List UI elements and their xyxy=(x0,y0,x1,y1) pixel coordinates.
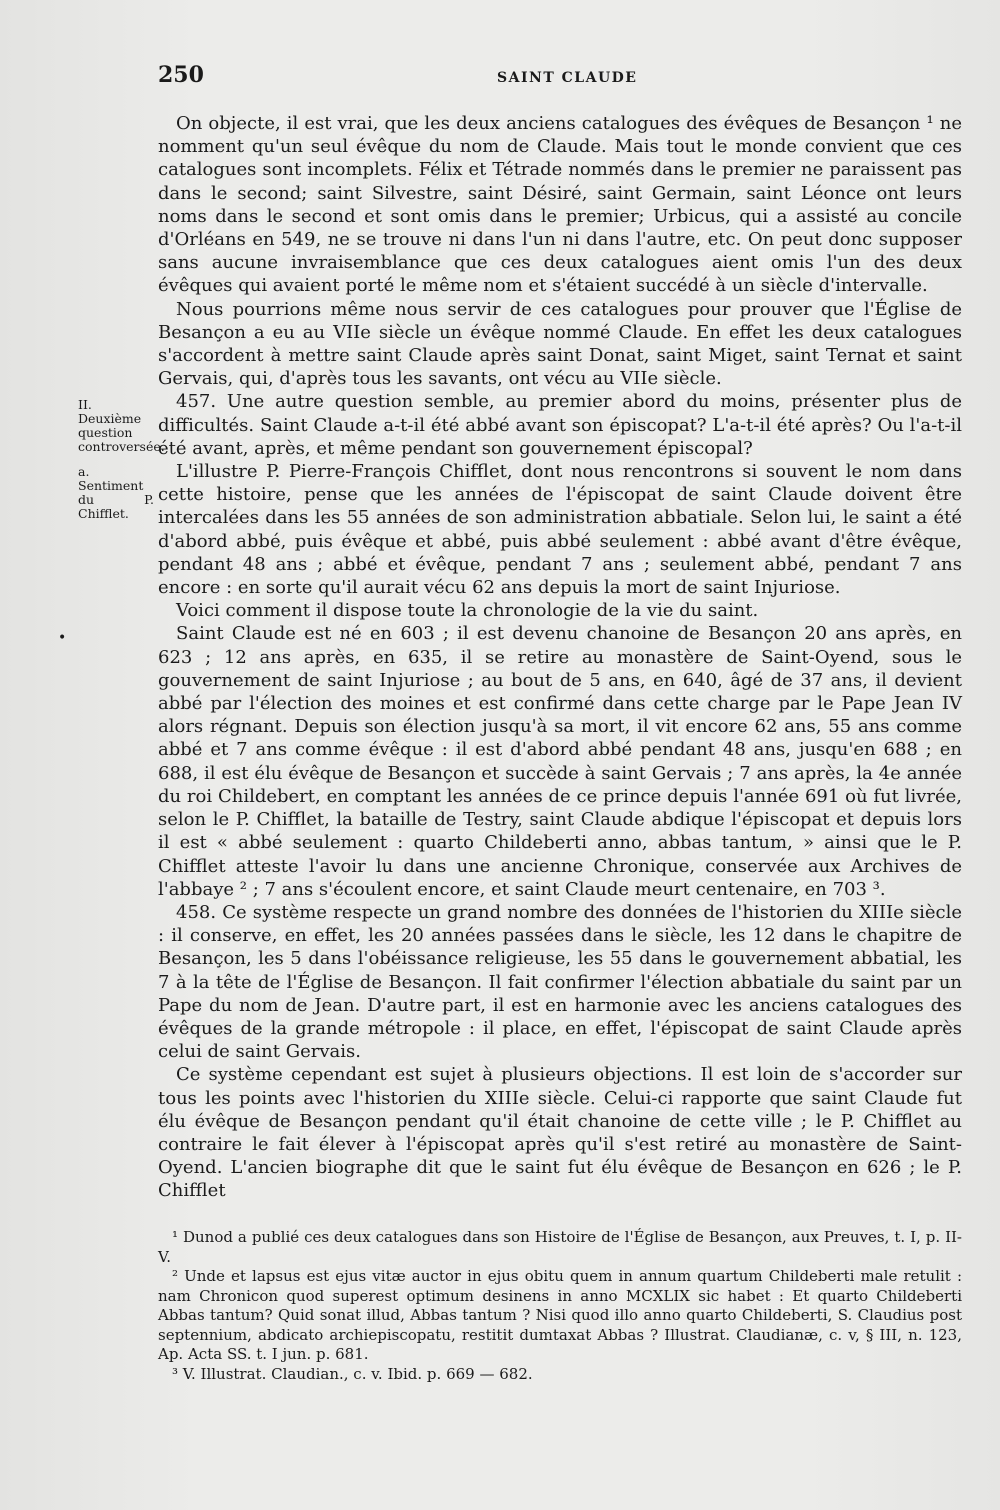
paragraph: L'illustre P. Pierre-François Chifflet, dont nous rencontrons si souvent le nom dans cette histoire, pense que les années de l'épiscopat de saint Claude doivent être intercalées dans les 55 années de son administration abbatiale. Selon lui, le saint a été d'abord abbé, puis évêque et abbé, puis abbé seulement : abbé avant d'être évêque, pendant 48 ans ; abbé et évêque, pendant 7 ans ; seulement abbé, pendant 7 ans encore : en sorte qu'il aurait vécu 62 ans depuis la mort de saint Injuriose. xyxy=(158,461,962,599)
footnote-3: ³ V. Illustrat. Claudian., c. v. Ibid. p. 669 — 682. xyxy=(172,1364,533,1383)
page-number: 250 xyxy=(158,62,204,88)
paragraph: Voici comment il dispose toute la chronologie de la vie du saint. xyxy=(176,600,759,622)
page-header xyxy=(0,62,1000,92)
footnote-2: ² Unde et lapsus est ejus vitæ auctor in ejus obitu quem in annum quartum Childeberti male retulit : nam Chronicon quod superest optimum desinens in anno MCXLIX sic habet : Et quarto Childeberti Abbas tantum? Quid sonat illud, Abbas tantum ? Nisi quod illo anno quarto Childeberti, S. Claudius post septennium, abdicato archiepiscopatu, restitit dumtaxat Abbas ? Illustrat. Claudianæ, c. v, § III, n. 123, Ap. Acta SS. t. I jun. p. 681. xyxy=(158,1267,962,1363)
running-title: SAINT CLAUDE xyxy=(497,70,638,86)
paragraph: 457. Une autre question semble, au premier abord du moins, présenter plus de difficultés. Saint Claude a-t-il été abbé avant son épiscopat? L'a-t-il été après? Ou l'a-t-il été avant, après, et même pendant son gouvernement épiscopal? xyxy=(158,391,962,459)
footnotes xyxy=(158,1228,962,1384)
footnote-1: ¹ Dunod a publié ces deux catalogues dans son Histoire de l'Église de Besançon, aux Preuves, t. I, p. II-V. xyxy=(158,1228,962,1266)
paragraph: 458. Ce système respecte un grand nombre des données de l'historien du XIIIe siècle : il conserve, en effet, les 20 années passées dans le siècle, les 12 dans le chapitre de Besançon, les 5 dans l'obéissance religieuse, les 55 dans le gouvernement abbatial, les 7 à la tête de l'Église de Besançon. Il fait confirmer l'élection abbatiale du saint par un Pape du nom de Jean. D'autre part, il est en harmonie avec les anciens catalogues des évêques de la grande métropole : il place, en effet, l'épiscopat de saint Claude après celui de saint Gervais. xyxy=(158,901,962,1063)
main-text xyxy=(158,112,962,1203)
paragraph: Ce système cependant est sujet à plusieurs objections. Il est loin de s'accorder sur tous les points avec l'historien du XIIIe siècle. Celui-ci rapporte que saint Claude fut élu évêque de Besançon pendant qu'il était chanoine de cette ville ; le P. Chifflet au contraire le fait élever à l'épiscopat après qu'il s'est retiré au monastère de Saint-Oyend. L'ancien biographe dit que le saint fut élu évêque de Besançon en 626 ; le P. Chifflet xyxy=(158,1064,962,1202)
paragraph: On objecte, il est vrai, que les deux anciens catalogues des évêques de Besançon ¹ ne nomment qu'un seul évêque du nom de Claude. Mais tout le monde convient que ces catalogues sont incomplets. Félix et Tétrade nommés dans le premier ne paraissent pas dans le second; saint Silvestre, saint Désiré, saint Germain, saint Léonce ont leurs noms dans le second et sont omis dans le premier; Urbicus, qui a assisté au concile d'Orléans en 549, ne se trouve ni dans l'un ni dans l'autre, etc. On peut donc supposer sans aucune invraisemblance que ces deux catalogues aient omis l'un des deux évêques qui avaient porté le même nom et s'étaient succédé à un siècle d'intervalle. xyxy=(158,113,962,297)
margin-note-chifflet: a. Sentiment du P. Chifflet. xyxy=(78,464,154,521)
paragraph: Nous pourrions même nous servir de ces catalogues pour prouver que l'Église de Besançon a eu au VIIe siècle un évêque nommé Claude. En effet les deux catalogues s'accordent à mettre saint Claude après saint Donat, saint Miget, saint Ternat et saint Gervais, qui, d'après tous les savants, ont vécu au VIIe siècle. xyxy=(158,298,962,390)
margin-ornament: • xyxy=(58,630,67,646)
margin-note-question: II. Deuxième question controversée. xyxy=(78,397,165,454)
paragraph: Saint Claude est né en 603 ; il est devenu chanoine de Besançon 20 ans après, en 623 ; 12 ans après, en 635, il se retire au monastère de Saint-Oyend, sous le gouvernement de saint Injuriose ; au bout de 5 ans, en 640, âgé de 37 ans, il devient abbé par l'élection des moines et est confirmé dans cette charge par le Pape Jean IV alors régnant. Depuis son élection jusqu'à sa mort, il vit encore 62 ans, 55 ans comme abbé et 7 ans comme évêque : il est d'abord abbé pendant 48 ans, jusqu'en 688 ; en 688, il est élu évêque de Besançon et succède à saint Gervais ; 7 ans après, la 4e année du roi Childebert, en comptant les années de ce prince depuis l'année 691 où fut livrée, selon le P. Chifflet, la bataille de Testry, saint Claude abdique l'épiscopat et depuis lors il est « abbé seulement : quarto Childeberti anno, abbas tantum, » ainsi que le P. Chifflet atteste l'avoir lu dans une ancienne Chronique, conservée aux Archives de l'abbaye ² ; 7 ans s'écoulent encore, et saint Claude meurt centenaire, en 703 ³. xyxy=(158,623,962,900)
